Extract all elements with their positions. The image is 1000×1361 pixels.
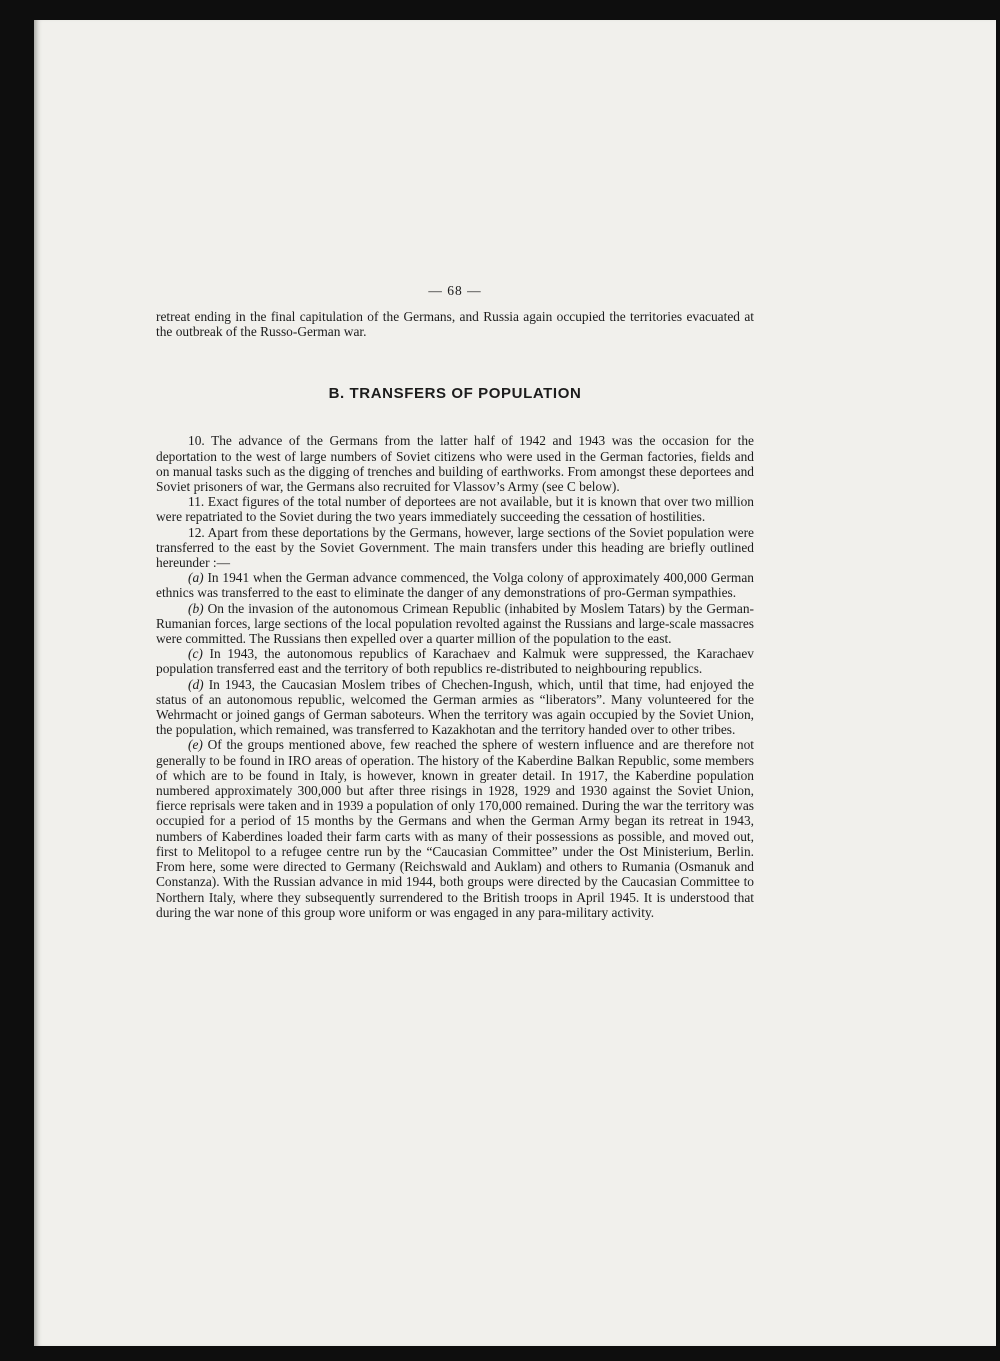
subparagraph-label: (e) [188, 737, 203, 753]
subparagraph-label: (c) [188, 646, 203, 662]
opening-paragraph: retreat ending in the final capitulation of the Germans, and Russia again occupied the territories evacuated at the outbreak of the Russo-German war. [156, 309, 754, 340]
subparagraph-label: (b) [188, 600, 204, 616]
section-heading: B. TRANSFERS OF POPULATION [328, 385, 582, 403]
subparagraph-label: (d) [188, 676, 204, 692]
subparagraph-text: In 1941 when the German advance commenced, the Volga colony of approximately 400,000 German ethnics was transferred to the east to eliminate the danger of any demonstrations of pro-German sympathies. [156, 570, 754, 601]
subparagraph-b [156, 601, 754, 647]
paragraph-12: 12. Apart from these deportations by the Germans, however, large sections of the Soviet population were transferred to the east by the Soviet Government. The main transfers under this heading are briefly outlined hereunder :— [156, 524, 754, 571]
subparagraph-c [156, 646, 754, 676]
paragraph-11: 11. Exact figures of the total number of deportees are not available, but it is known that over two million were repatriated to the Soviet during the two years immediately succeeding the cessation of hostilities. [156, 494, 754, 525]
subparagraph-text: On the invasion of the autonomous Crimean Republic (inhabited by Moslem Tatars) by the German-Rumanian forces, large sections of the local population revolted against the Russians and large-scale massacres were committed. The Russians then expelled over a quarter million of the population to the east. [156, 600, 754, 647]
subparagraph-text: In 1943, the Caucasian Moslem tribes of Chechen-Ingush, which, until that time, had enjoyed the status of an autonomous republic, welcomed the German armies as “liberators”. Many volunteered for the Wehrmacht or joined gangs of German saboteurs. When the territory was again occupied by the Soviet Union, the population, which remained, was transferred to Kazakhotan and the territory handed over to other tribes. [156, 676, 754, 738]
paragraph-10: 10. The advance of the Germans from the latter half of 1942 and 1943 was the occasion for the deportation to the west of large numbers of Soviet citizens who were used in the German factories, fields and on manual tasks such as the digging of trenches and building of earthworks. From amongst these deportees and Soviet prisoners of war, the Germans also recruited for Vlassov’s Army (see C below). [156, 433, 754, 495]
subparagraph-a [156, 570, 754, 600]
page-number: — 68 — [428, 283, 482, 298]
subparagraph-text: Of the groups mentioned above, few reached the sphere of western influence and are therefore not generally to be found in IRO areas of operation. The history of the Kaberdine Balkan Republic, some members of which are to be found in Italy, is however, known in greater detail. In 1917, the Kaberdine population numbered approximately 300,000 but after three risings in 1928, 1929 and 1930 against the Soviet Union, fierce reprisals were taken and in 1939 a population of only 170,000 remained. During the war the territory was occupied for a period of 15 months by the Germans and when the German Army began its retreat in 1943, numbers of Kaberdines loaded their farm carts with as many of their possessions as possible, and moved out, first to Melitopol to a refugee centre run by the “Caucasian Committee” under the Ost Ministerium, Berlin. From here, some were directed to Germany (Reichswald and Auklam) and others to Rumania (Osmanuk and Constanza). With the Russian advance in mid 1944, both groups were directed by the Caucasian Committee to Northern Italy, where they subsequently surrendered to the British troops in April 1945. It is understood that during the war none of this group wore uniform or was engaged in any para-military activity. [156, 737, 754, 920]
subparagraph-label: (a) [188, 570, 204, 586]
subparagraph-d [156, 677, 754, 738]
subparagraph-e [156, 737, 754, 919]
page-content [156, 283, 754, 920]
subparagraph-text: In 1943, the autonomous republics of Karachaev and Kalmuk were suppressed, the Karachaev population transferred east and the territory of both republics re-distributed to neighbouring republics. [156, 646, 754, 677]
